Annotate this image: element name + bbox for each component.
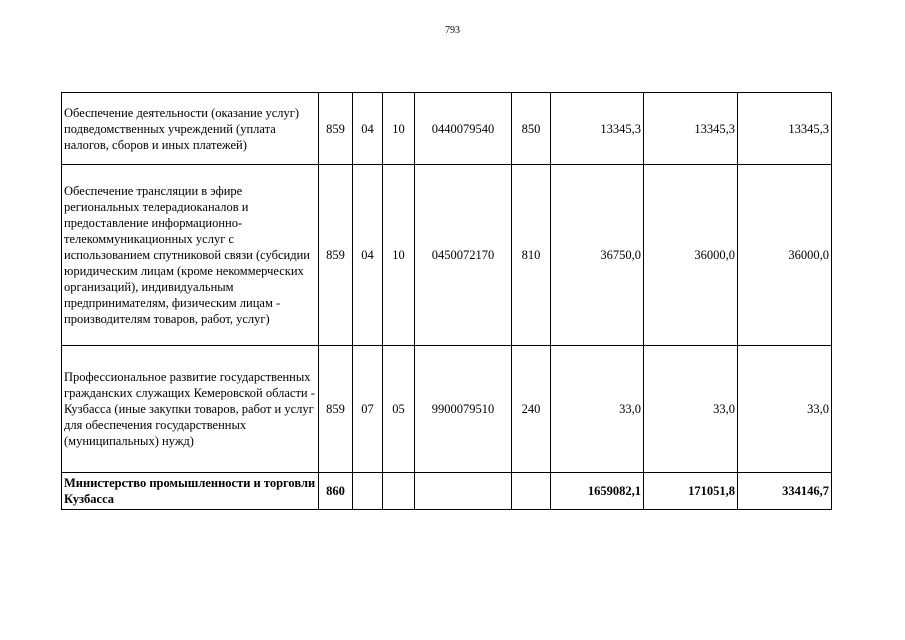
target-article-cell: 9900079510: [415, 346, 512, 473]
table-row: [62, 346, 832, 473]
sum-year2-cell: 36000,0: [644, 165, 738, 346]
sum-year1-cell: 33,0: [551, 346, 644, 473]
expense-type-cell: 240: [512, 346, 551, 473]
ministry-code-cell: 859: [319, 346, 353, 473]
sum-year1-cell: 13345,3: [551, 93, 644, 165]
ministry-code-cell: 859: [319, 165, 353, 346]
row-name-cell: Обеспечение деятельности (оказание услуг) подведомственных учреждений (уплата налогов, сборов и иных платежей): [62, 93, 319, 165]
expense-type-cell: 810: [512, 165, 551, 346]
budget-table: [61, 92, 832, 510]
page-number: 793: [445, 25, 460, 36]
section-cell: [353, 473, 383, 510]
table-row: [62, 165, 832, 346]
table-row: [62, 93, 832, 165]
subsection-cell: 05: [383, 346, 415, 473]
ministry-code-cell: 859: [319, 93, 353, 165]
sum-year3-cell: 334146,7: [738, 473, 832, 510]
row-name-cell: Обеспечение трансляции в эфире региональных телерадиоканалов и предоставление информационно-телекоммуникационных услуг с использованием спутниковой связи (субсидии юридическим лицам (кроме некоммерческих организаций), индивидуальным предпринимателям, физическим лицам - производителям товаров, работ, услуг): [62, 165, 319, 346]
sum-year2-cell: 33,0: [644, 346, 738, 473]
target-article-cell: 0450072170: [415, 165, 512, 346]
target-article-cell: 0440079540: [415, 93, 512, 165]
subsection-cell: [383, 473, 415, 510]
sum-year2-cell: 13345,3: [644, 93, 738, 165]
sum-year3-cell: 33,0: [738, 346, 832, 473]
section-cell: 07: [353, 346, 383, 473]
sum-year3-cell: 36000,0: [738, 165, 832, 346]
sum-year1-cell: 1659082,1: [551, 473, 644, 510]
row-name-cell: Министерство промышленности и торговли Кузбасса: [62, 473, 319, 510]
table-row: [62, 473, 832, 510]
sum-year3-cell: 13345,3: [738, 93, 832, 165]
section-cell: 04: [353, 165, 383, 346]
sum-year1-cell: 36750,0: [551, 165, 644, 346]
ministry-code-cell: 860: [319, 473, 353, 510]
target-article-cell: [415, 473, 512, 510]
subsection-cell: 10: [383, 165, 415, 346]
subsection-cell: 10: [383, 93, 415, 165]
sum-year2-cell: 171051,8: [644, 473, 738, 510]
expense-type-cell: 850: [512, 93, 551, 165]
row-name-cell: Профессиональное развитие государственных гражданских служащих Кемеровской области - Кузбасса (иные закупки товаров, работ и услуг для обеспечения государственных (муниципальных) нужд): [62, 346, 319, 473]
expense-type-cell: [512, 473, 551, 510]
section-cell: 04: [353, 93, 383, 165]
